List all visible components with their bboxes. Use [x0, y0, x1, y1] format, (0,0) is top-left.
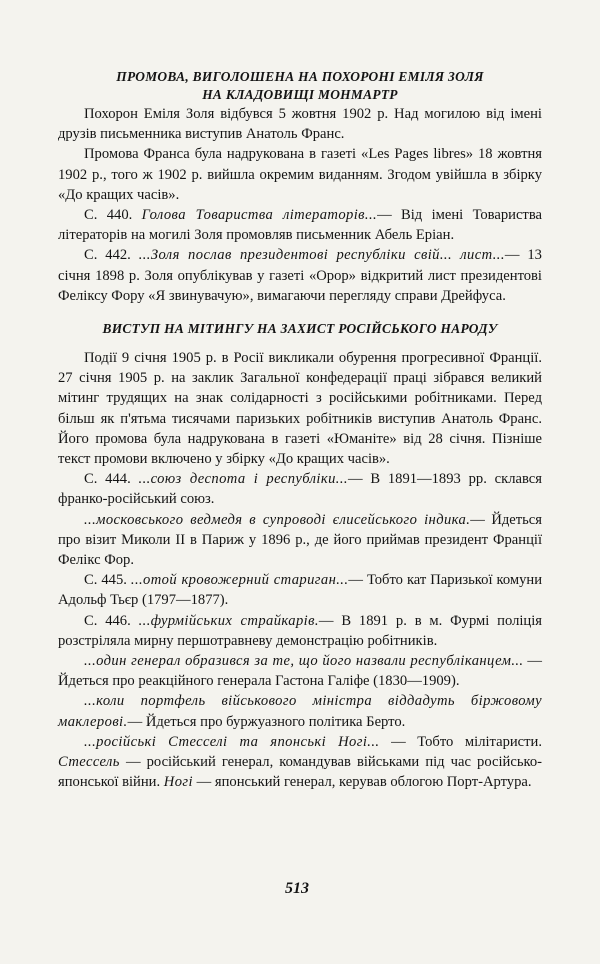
note-446c-text: — Йдеться про буржуазного політика Берто.: [127, 713, 406, 730]
note-445-quote: ...отой кровожерний стариган...: [130, 572, 349, 589]
note-442: [58, 245, 542, 306]
section2-heading: ВИСТУП НА МІТИНГУ НА ЗАХИСТ РОСІЙСЬКОГО НАРОДУ: [102, 321, 498, 336]
note-445: [58, 570, 542, 610]
note-445-text: — Тобто кат Паризької комуни Адольф Тьєр (1797—1877).: [58, 572, 542, 609]
note-442-ref: С. 442.: [84, 247, 131, 264]
section1-heading-line1: ПРОМОВА, ВИГОЛОШЕНА НА ПОХОРОНІ ЕМІЛЯ ЗОЛЯ: [116, 69, 484, 84]
note-446b-quote: ...один генерал образився за те, що його назвали республіканцем...: [84, 653, 524, 670]
note-442-text: — 13 січня 1898 р. Золя опублікував у газеті «Орор» відкритий лист президентові Феліксу Фору «Я звинувачую», вимагаючи перегляду справи Дрейфуса.: [58, 247, 542, 304]
page-number: 513: [285, 880, 309, 897]
note-446-ref: С. 446.: [84, 612, 131, 629]
note-446-text: — В 1891 р. в м. Фурмі поліція розстріляла мирну першотравневу демонстрацію робітників.: [58, 612, 542, 649]
section1-heading-line2: НА КЛАДОВИЩІ МОНМАРТР: [202, 87, 398, 102]
note-440: [58, 205, 542, 245]
note-444-ref: С. 444.: [84, 471, 131, 488]
note-446d-name2: Ногі: [163, 774, 193, 791]
section2-paragraph-1: Події 9 січня 1905 р. в Росії викликали обурення прогресивної Франції. 27 січня 1905 р. на заклик Загальної конфедерації праці зібрався великий мітинг трудящих на знак солідарності з російськими робітниками. Перед більш як п'ятьма тисячами паризьких робітників виступив Анатоль Франс. Його промова була надрукована в газеті «Юманіте» від 28 січня. Пізніше текст промови включено у збірку «До кращих часів».: [58, 350, 542, 468]
note-446d-text2: — російський генерал, командував військами під час російсько-японської війни.: [58, 754, 542, 791]
note-446b-text: — Йдеться про реакційного генерала Гастона Галіфе (1830—1909).: [58, 653, 543, 690]
note-446c: [58, 691, 542, 731]
note-440-quote: Голова Товариства літераторів...: [141, 207, 378, 224]
note-446-quote: ...фурмійських страйкарів.: [138, 612, 319, 629]
note-440-text: — Від імені Товариства літераторів на могилі Золя промовляв письменник Абель Еріан.: [58, 207, 542, 244]
note-444b-text: — Йдеться про візит Миколи II в Париж у 1896 р., де його приймав президент Франції Фелікс Фор.: [58, 511, 542, 569]
note-446b: [58, 651, 542, 691]
note-444b-quote: ...московського ведмедя в супроводі єлисейського індика.: [84, 511, 471, 528]
note-446: [58, 611, 542, 651]
note-445-ref: С. 445.: [84, 572, 127, 589]
note-446d-name1: Стессель: [58, 754, 120, 771]
note-442-quote: ...Золя послав президентові республіки свій... лист...: [138, 247, 505, 264]
note-446d-text: — Тобто мілітаристи.: [379, 733, 542, 750]
section1-paragraph-1: Похорон Еміля Золя відбувся 5 жовтня 1902 р. Над могилою від імені друзів письменника виступив Анатоль Франс.: [58, 106, 542, 143]
note-444-text: — В 1891—1893 рр. склався франко-російський союз.: [58, 471, 542, 508]
section1-paragraph-2: Промова Франса була надрукована в газеті «Les Pages libres» 18 жовтня 1902 р., того ж 1902 р. вийшла окремим виданням. Згодом увійшла в збірку «До кращих часів».: [58, 146, 542, 203]
note-446c-quote: ...коли портфель військового міністра віддадуть біржовому маклерові.: [58, 693, 542, 730]
section1-body: [58, 104, 542, 306]
note-446d-quote: ...російські Стесселі та японські Ногі...: [84, 733, 380, 750]
note-444b: [58, 510, 542, 571]
note-444: [58, 469, 542, 509]
note-446d-text3: — японський генерал, керував облогою Порт-Артура.: [192, 774, 532, 791]
section1-heading: [58, 68, 542, 104]
note-440-ref: С. 440.: [84, 207, 133, 224]
section2-body: [58, 348, 542, 792]
note-444-quote: ...союз деспота і республіки...: [138, 471, 348, 488]
note-446d: [58, 732, 542, 793]
